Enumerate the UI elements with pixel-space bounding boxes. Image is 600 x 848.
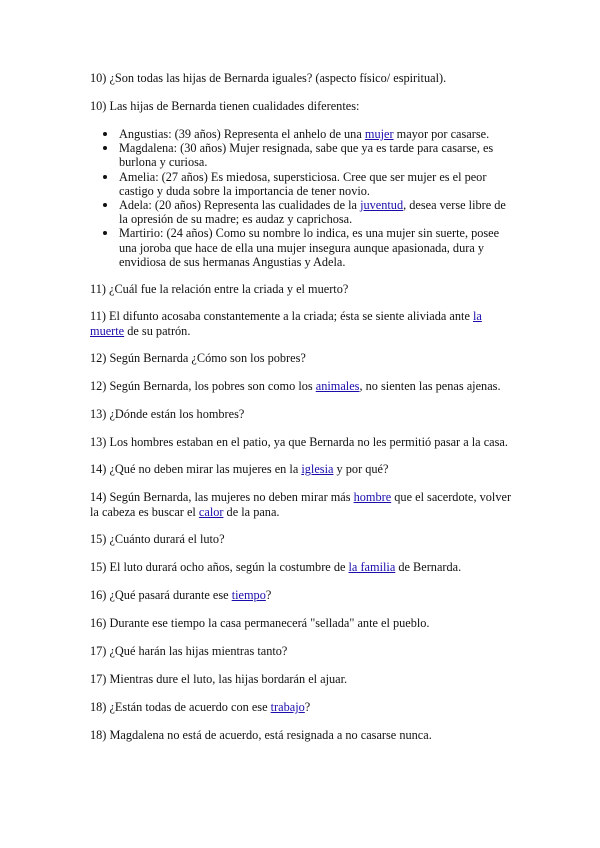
- link-calor[interactable]: calor: [198, 504, 224, 519]
- link-hombre[interactable]: hombre: [353, 490, 392, 504]
- link-tiempo[interactable]: tiempo: [231, 588, 266, 602]
- answer-17: 17) Mientras dure el luto, las hijas bordarán el ajuar.: [90, 672, 348, 686]
- answer-11: 11) El difunto acosaba constantemente a la criada; ésta se siente aliviada ante la muerte de su patrón.: [90, 309, 482, 338]
- link-mujer[interactable]: mujer: [364, 127, 394, 141]
- link-trabajo[interactable]: trabajo: [270, 700, 305, 714]
- answer-16: 16) Durante ese tiempo la casa permanecerá "sellada" ante el pueblo.: [90, 616, 430, 630]
- list-item-angustias: Angustias: (39 años) Representa el anhelo de una mujer mayor por casarse.: [90, 127, 510, 141]
- question-10: 10) ¿Son todas las hijas de Bernarda iguales? (aspecto físico/ espiritual).: [90, 71, 447, 85]
- link-juventud[interactable]: juventud: [360, 198, 404, 213]
- question-18: 18) ¿Están todas de acuerdo con ese trabajo?: [90, 700, 311, 714]
- link-la-familia[interactable]: la familia: [348, 560, 396, 574]
- answer-13: 13) Los hombres estaban en el patio, ya que Bernarda no les permitió pasar a la casa.: [90, 435, 508, 449]
- answer-10-intro: 10) Las hijas de Bernarda tienen cualidades diferentes:: [90, 99, 360, 113]
- list-item-martirio: Martirio: (24 años) Como su nombre lo indica, es una mujer sin suerte, posee una joroba que hace de ella una mujer insegura aunque apasionada, dura y envidiosa de sus hermanas Angustias y Adela.: [90, 226, 510, 269]
- question-11: 11) ¿Cuál fue la relación entre la criada y el muerto?: [90, 282, 349, 296]
- answer-18: 18) Magdalena no está de acuerdo, está resignada a no casarse nunca.: [90, 728, 432, 742]
- answer-12: 12) Según Bernarda, los pobres son como los animales, no sienten las penas ajenas.: [90, 379, 501, 393]
- list-item-magdalena: Magdalena: (30 años) Mujer resignada, sabe que ya es tarde para casarse, es burlona y curiosa.: [90, 141, 510, 169]
- answer-15: 15) El luto durará ocho años, según la costumbre de la familia de Bernarda.: [90, 560, 462, 574]
- question-14: 14) ¿Qué no deben mirar las mujeres en la iglesia y por qué?: [90, 462, 389, 476]
- list-item-amelia: Amelia: (27 años) Es miedosa, supersticiosa. Cree que ser mujer es el peor castigo y duda sobre la importancia de tener novio.: [90, 170, 510, 198]
- question-16: 16) ¿Qué pasará durante ese tiempo?: [90, 588, 272, 602]
- list-item-adela: Adela: (20 años) Representa las cualidades de la juventud, desea verse libre de la opresión de su madre; es audaz y caprichosa.: [90, 198, 510, 226]
- daughters-list: [90, 127, 510, 269]
- question-17: 17) ¿Qué harán las hijas mientras tanto?: [90, 644, 288, 658]
- answer-14: 14) Según Bernarda, las mujeres no deben mirar más hombre que el sacerdote, volver la cabeza es buscar el calor de la pana.: [90, 490, 512, 519]
- question-13: 13) ¿Dónde están los hombres?: [90, 407, 245, 421]
- link-la-muerte[interactable]: la muerte: [90, 309, 482, 338]
- question-12: 12) Según Bernarda ¿Cómo son los pobres?: [90, 351, 306, 365]
- link-animales[interactable]: animales: [315, 379, 360, 393]
- link-iglesia[interactable]: iglesia: [301, 462, 334, 476]
- question-15: 15) ¿Cuánto durará el luto?: [90, 532, 225, 546]
